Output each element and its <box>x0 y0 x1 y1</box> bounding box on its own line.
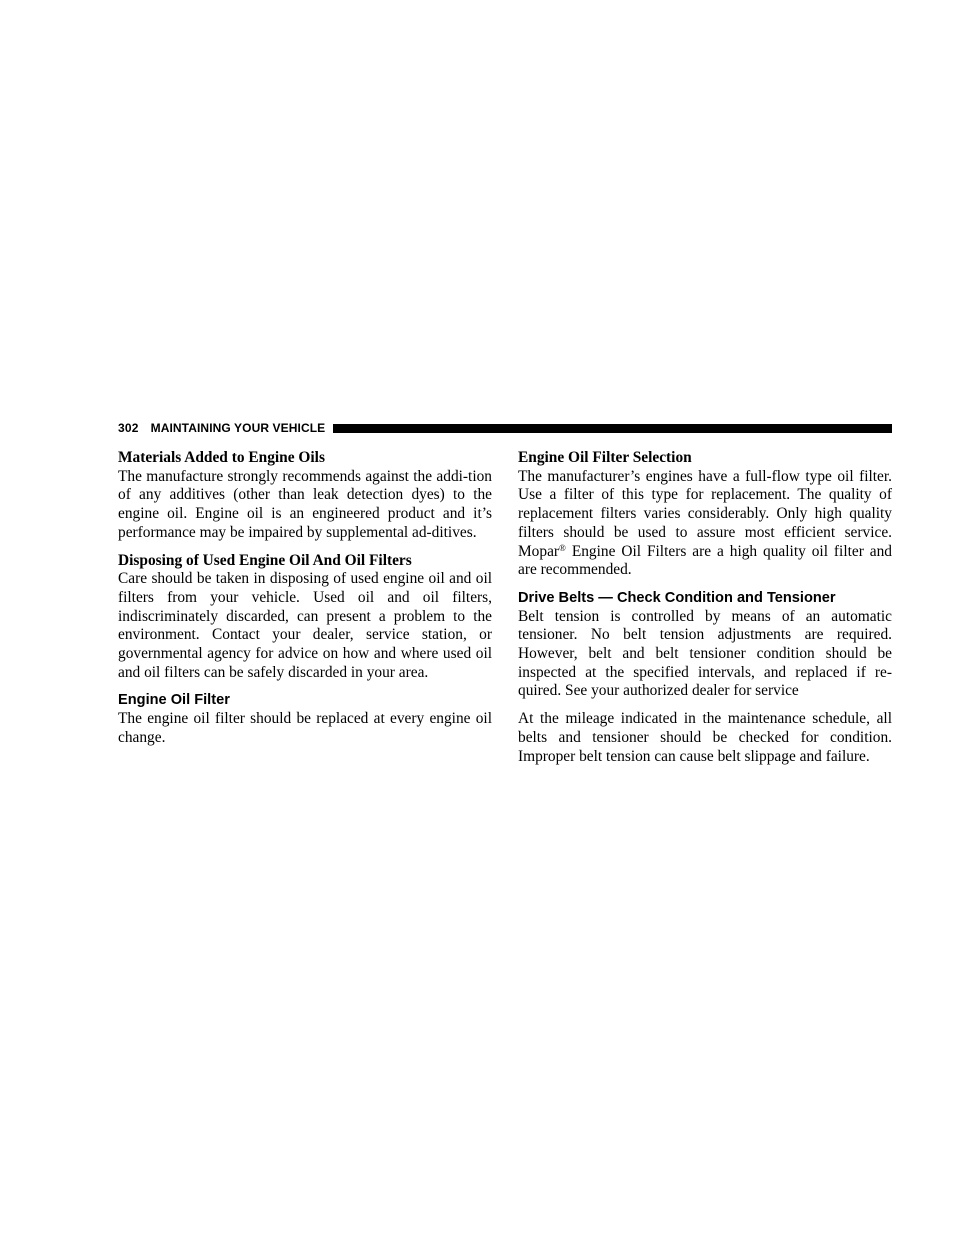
filter-selection-body <box>518 468 892 580</box>
disposing-body: Care should be taken in disposing of used engine oil and oil filters from your vehicle. Used oil and oil filters, indiscriminately discarded, can present a problem to the environment. Contact your dealer, service station, or governmental agency for advice on how and where used oil and oil filters can be safely discarded in your area. <box>118 570 492 681</box>
oil-filter-heading: Engine Oil Filter <box>118 692 230 709</box>
filter-selection-text-2: Engine Oil Filters are a high quality oil filter and are recommended. <box>518 542 892 579</box>
materials-body: The manufacture strongly recommends against the addi-tion of any additives (other than leak detection dyes) to the engine oil. Engine oil is an engineered product and it’s performance may be impaired by supplemental ad-ditives. <box>118 467 492 541</box>
filter-selection-text-1: The manufacturer’s engines have a full-flow type oil filter. Use a filter of this type for replacement. The quality of replacement filters varies considerably. Only high quality filters should be used to assure most efficient service. Mopar <box>518 467 892 560</box>
filter-selection-heading: Engine Oil Filter Selection <box>518 449 692 466</box>
section-title: MAINTAINING YOUR VEHICLE <box>150 421 326 435</box>
left-column <box>118 449 492 748</box>
materials-heading: Materials Added to Engine Oils <box>118 449 325 466</box>
drive-belts-body-2: At the mileage indicated in the maintenance schedule, all belts and tensioner should be checked for condition. Improper belt tension can cause belt slippage and failure. <box>518 710 892 765</box>
right-column <box>518 449 892 766</box>
header-rule <box>333 424 892 433</box>
disposing-heading: Disposing of Used Engine Oil And Oil Filters <box>118 551 412 569</box>
page-header <box>118 420 892 436</box>
page-number: 302 <box>118 421 139 435</box>
drive-belts-heading: Drive Belts — Check Condition and Tensioner <box>518 589 836 606</box>
oil-filter-body: The engine oil filter should be replaced at every engine oil change. <box>118 710 492 746</box>
registered-mark: ® <box>559 542 566 553</box>
drive-belts-body: Belt tension is controlled by means of an automatic tensioner. No belt tension adjustments are required. However, belt and belt tensioner condition should be inspected at the specified intervals, and replaced if re-quired. See your authorized dealer for service <box>518 607 892 700</box>
